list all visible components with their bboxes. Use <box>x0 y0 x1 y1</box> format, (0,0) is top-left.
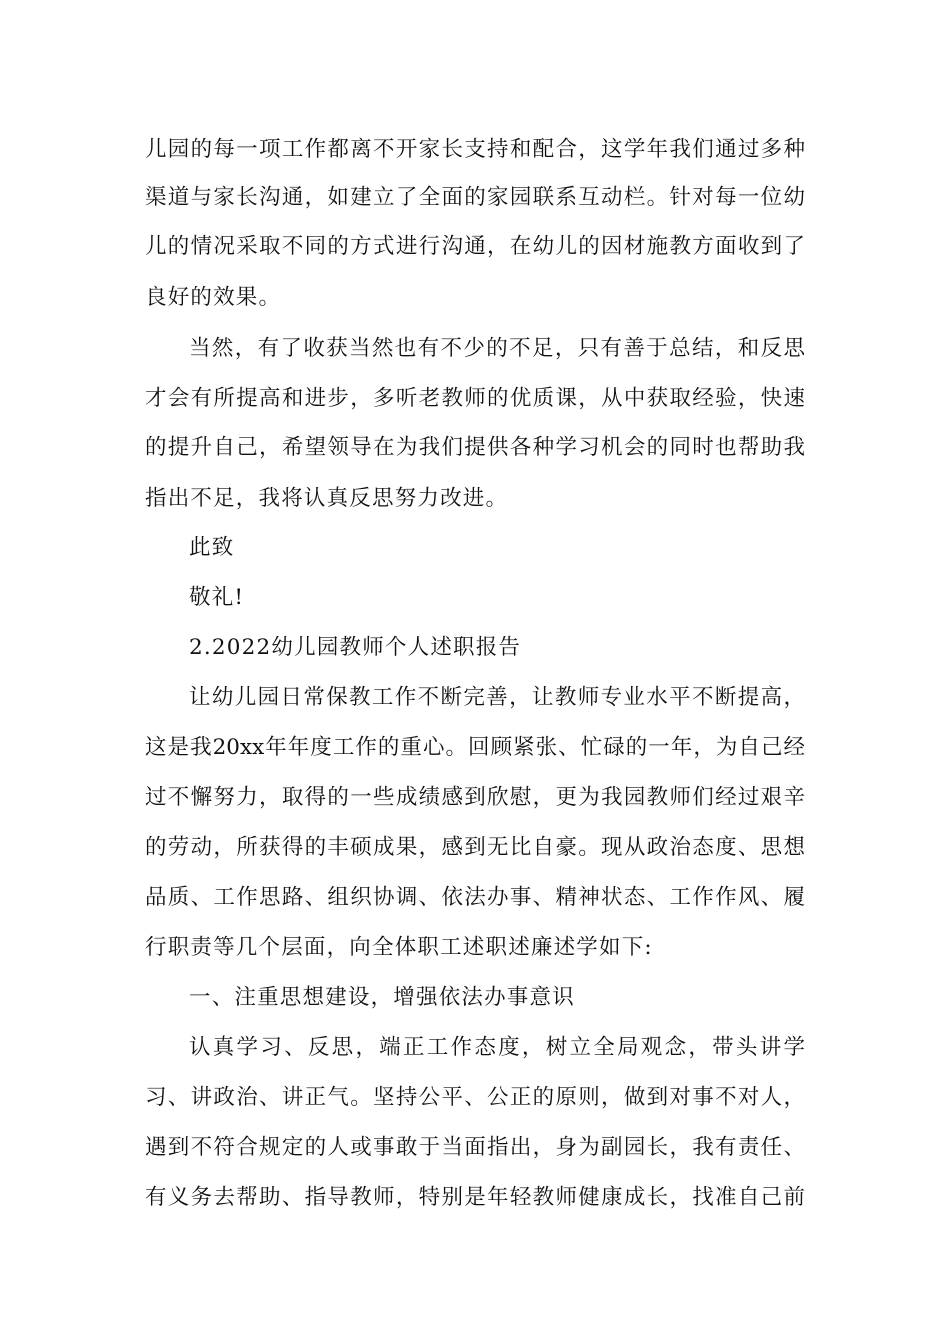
paragraph-1-line-3: 儿的情况采取不同的方式进行沟通，在幼儿的因材施教方面收到了 <box>145 234 805 259</box>
paragraph-2-line-4: 指出不足，我将认真反思努力改进。 <box>145 486 509 511</box>
closing-salutation: 此致 <box>189 535 235 560</box>
paragraph-3-line-4: 的劳动，所获得的丰硕成果，感到无比自豪。现从政治态度、思想 <box>145 835 805 860</box>
paragraph-4-line-1: 认真学习、反思，端正工作态度，树立全局观念，带头讲学 <box>189 1035 805 1060</box>
paragraph-2-line-1: 当然，有了收获当然也有不少的不足，只有善于总结，和反思 <box>189 336 805 361</box>
paragraph-4-line-2: 习、讲政治、讲正气。坚持公平、公正的原则，做到对事不对人， <box>145 1085 805 1110</box>
paragraph-4-line-4: 有义务去帮助、指导教师，特别是年轻教师健康成长，找准自己前 <box>145 1185 805 1210</box>
paragraph-1-line-1: 儿园的每一项工作都离不开家长支持和配合，这学年我们通过多种 <box>145 137 805 162</box>
closing-regards: 敬礼! <box>189 585 245 610</box>
section-heading: 2.2022幼儿园教师个人述职报告 <box>189 635 522 660</box>
paragraph-3-line-1: 让幼儿园日常保教工作不断完善，让教师专业水平不断提高， <box>189 685 805 710</box>
subsection-heading: 一、注重思想建设，增强依法办事意识 <box>189 985 575 1010</box>
paragraph-3-line-6: 行职责等几个层面，向全体职工述职述廉述学如下: <box>145 935 653 960</box>
paragraph-2-line-3: 的提升自己，希望领导在为我们提供各种学习机会的同时也帮助我 <box>145 435 805 460</box>
paragraph-1-line-4: 良好的效果。 <box>145 285 282 310</box>
paragraph-3-line-2: 这是我20xx年年度工作的重心。回顾紧张、忙碌的一年，为自己经 <box>145 735 805 760</box>
paragraph-2-line-2: 才会有所提高和进步，多听老教师的优质课，从中获取经验，快速 <box>145 386 805 411</box>
paragraph-3-line-3: 过不懈努力，取得的一些成绩感到欣慰，更为我园教师们经过艰辛 <box>145 785 805 810</box>
paragraph-4-line-3: 遇到不符合规定的人或事敢于当面指出，身为副园长，我有责任、 <box>145 1135 805 1160</box>
paragraph-3-line-5: 品质、工作思路、组织协调、依法办事、精神状态、工作作风、履 <box>145 885 805 910</box>
paragraph-1-line-2: 渠道与家长沟通，如建立了全面的家园联系互动栏。针对每一位幼 <box>145 185 805 210</box>
